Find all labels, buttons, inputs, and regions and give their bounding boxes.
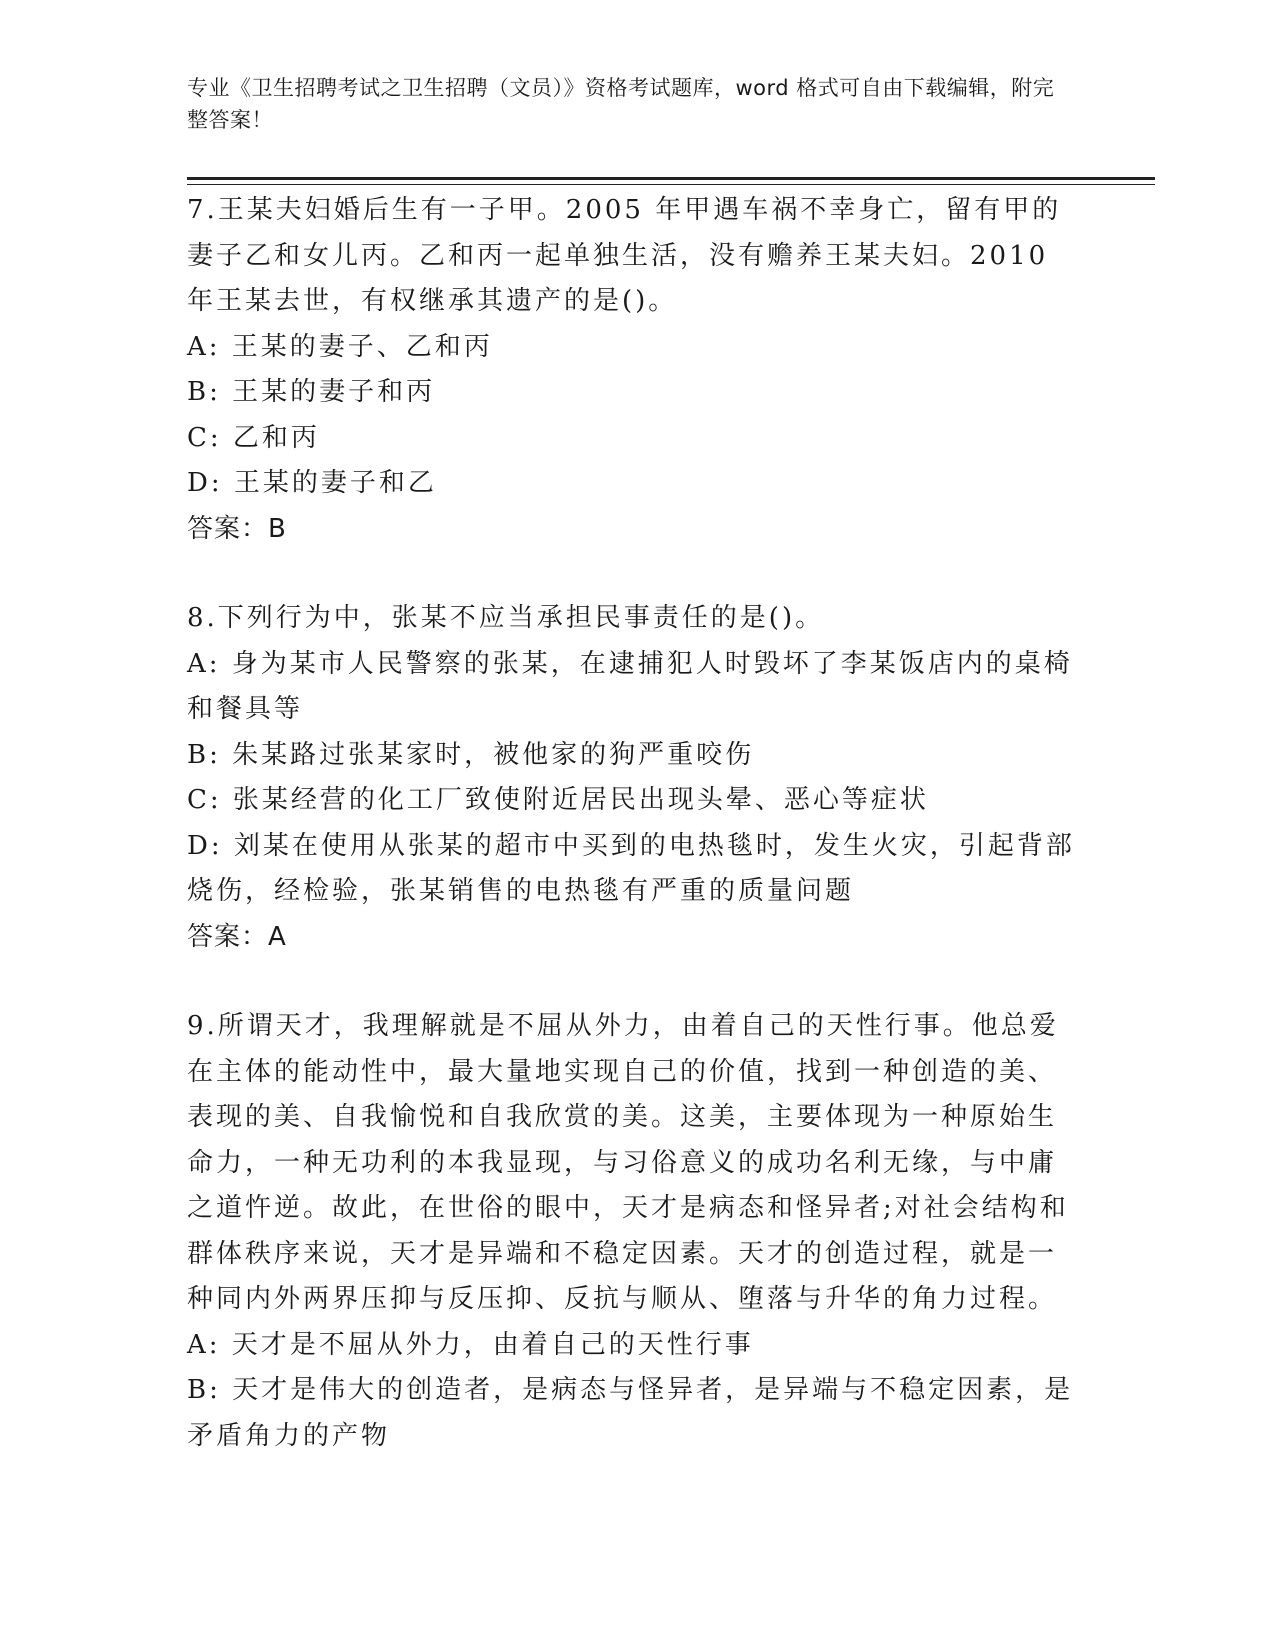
question-8: [187, 596, 1077, 960]
option-a: A: 王某的妻子、乙和丙: [187, 331, 493, 362]
option-b: B: 朱某路过张某家时，被他家的狗严重咬伤: [187, 739, 755, 770]
question-9: [187, 1004, 1077, 1459]
answer-line: [187, 507, 1077, 553]
question-7: [187, 188, 1077, 552]
answer-value: A: [268, 921, 287, 952]
answer-value: B: [268, 513, 287, 544]
answer-line: [187, 915, 1077, 961]
question-stem: 7.王某夫妇婚后生有一子甲。2005 年甲遇车祸不幸身亡，留有甲的妻子乙和女儿丙。乙和丙一起单独生活，没有赡养王某夫妇。2010 年王某去世，有权继承其遗产的是()。: [187, 195, 1062, 316]
option-d: D: 刘某在使用从张某的超市中买到的电热毯时，发生火灾，引起背部烧伤，经检验，张某销售的电热毯有严重的质量问题: [187, 830, 1075, 906]
document-header: 专业《卫生招聘考试之卫生招聘（文员）》资格考试题库，word 格式可自由下载编辑，附完整答案！: [187, 76, 1055, 132]
question-stem: 9.所谓天才，我理解就是不屈从外力，由着自己的天性行事。他总爱在主体的能动性中，最大量地实现自己的价值，找到一种创造的美、表现的美、自我愉悦和自我欣赏的美。这美，主要体现为一种原始生命力，一种无功利的本我显现，与习俗意义的成功名利无缘，与中庸之道忤逆。故此，在世俗的眼中，天才是病态和怪异者;对社会结构和群体秩序来说，天才是异端和不稳定因素。天才的创造过程，就是一种同内外两界压抑与反压抑、反抗与顺从、堕落与升华的角力过程。: [187, 1011, 1069, 1314]
option-b: B: 王某的妻子和丙: [187, 377, 436, 407]
option-b: B: 天才是伟大的创造者，是病态与怪异者，是异端与不稳定因素，是矛盾角力的产物: [187, 1375, 1074, 1451]
option-c: C: 乙和丙: [187, 422, 320, 453]
option-d: D: 王某的妻子和乙: [187, 468, 437, 498]
answer-label: 答案：: [187, 513, 269, 544]
header-divider-thin: [187, 184, 1155, 185]
header-divider-thick: [187, 177, 1155, 180]
question-stem: 8.下列行为中，张某不应当承担民事责任的是()。: [187, 603, 825, 633]
option-a: A: 天才是不屈从外力，由着自己的天性行事: [187, 1329, 754, 1360]
question-list: [187, 188, 1077, 1503]
answer-label: 答案：: [187, 921, 269, 952]
option-c: C: 张某经营的化工厂致使附近居民出现头晕、恶心等症状: [187, 785, 929, 815]
option-a: A: 身为某市人民警察的张某，在逮捕犯人时毁坏了李某饭店内的桌椅和餐具等: [187, 648, 1073, 724]
